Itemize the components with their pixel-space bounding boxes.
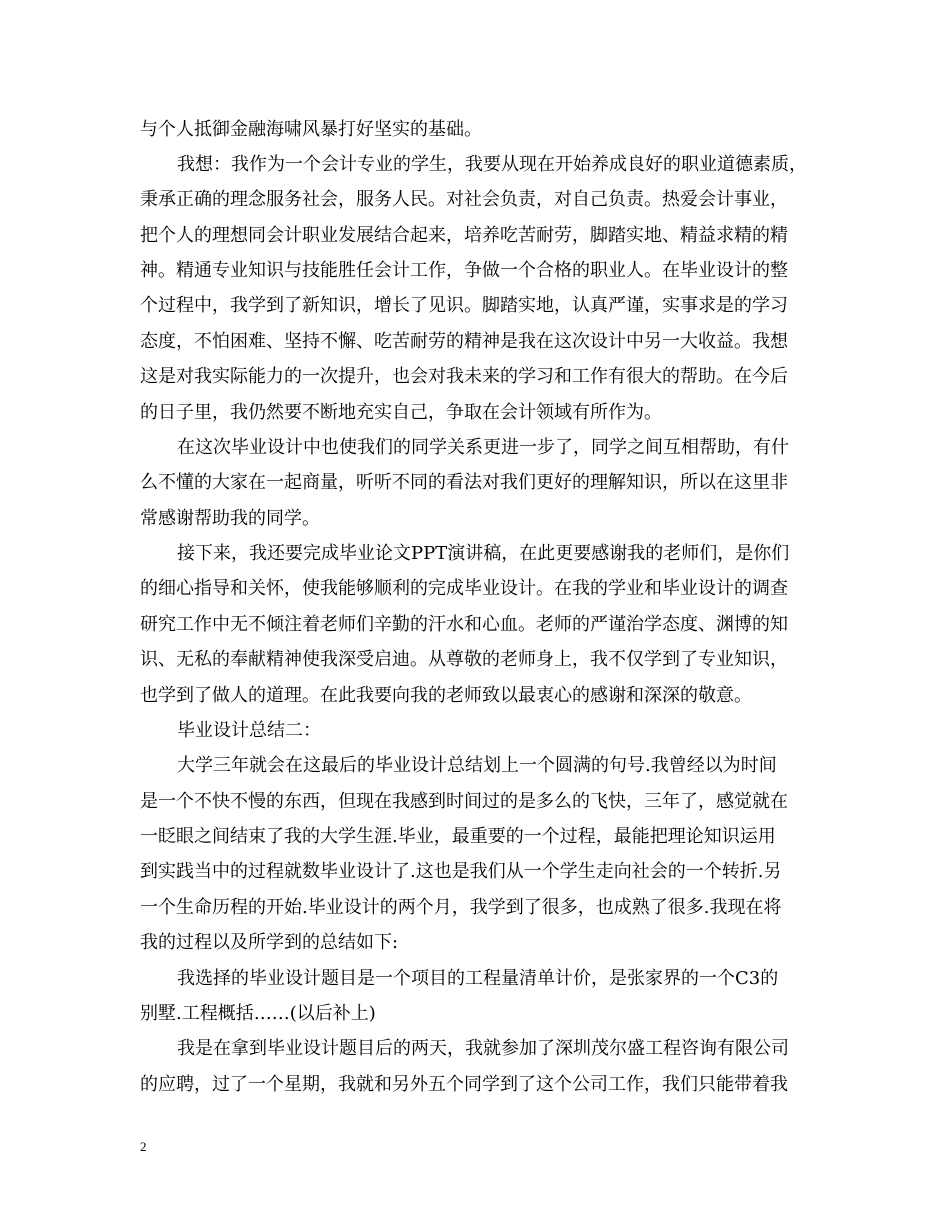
paragraph-start-line: 在这次毕业设计中也使我们的同学关系更进一步了，同学之间互相帮助，有什: [177, 437, 789, 458]
text-line: 是一个不快不慢的东西，但现在我感到时间过的是多么的飞快，三年了，感觉就在: [140, 791, 788, 812]
text-line: 一个生命历程的开始.毕业设计的两个月，我学到了很多，也成熟了很多.我现在将: [140, 897, 782, 918]
paragraph-start-line: 我想：我作为一个会计专业的学生，我要从现在开始养成良好的职业道德素质，: [177, 154, 807, 175]
text-line: 也学到了做人的道理。在此我要向我的老师致以最衷心的感谢和深深的敬意。: [140, 685, 752, 706]
text-line: 把个人的理想同会计职业发展结合起来，培养吃苦耐劳，脚踏实地、精益求精的精: [140, 225, 788, 246]
paragraph-start-line: 接下来，我还要完成毕业论文PPT演讲稿，在此更要感谢我的老师们，是你们: [177, 543, 790, 564]
text-line: 的应聘，过了一个星期，我就和另外五个同学到了这个公司工作，我们只能带着我: [140, 1074, 788, 1095]
page-number: 2: [140, 1139, 147, 1154]
text-line: 我的过程以及所学到的总结如下:: [140, 932, 399, 953]
paragraph-start-line: 我是在拿到毕业设计题目后的两天，我就参加了深圳茂尔盛工程咨询有限公司: [177, 1038, 789, 1059]
text-line: 态度，不怕困难、坚持不懈、吃苦耐劳的精神是我在这次设计中另一大收益。我想: [140, 331, 788, 352]
text-line: 到实践当中的过程就数毕业设计了.这也是我们从一个学生走向社会的一个转折.另: [140, 861, 782, 882]
text-line: 研究工作中无不倾注着老师们辛勤的汗水和心血。老师的严谨治学态度、渊博的知: [140, 614, 788, 635]
text-line: 的日子里，我仍然要不断地充实自己，争取在会计领域有所作为。: [140, 402, 662, 423]
text-line: 么不懂的大家在一起商量，听听不同的看法对我们更好的理解知识，所以在这里非: [140, 472, 788, 493]
text-line: 个过程中，我学到了新知识，增长了见识。脚踏实地，认真严谨，实事求是的学习: [140, 295, 788, 316]
text-line: 识、无私的奉献精神使我深受启迪。从尊敬的老师身上，我不仅学到了专业知识，: [140, 649, 788, 670]
text-line: 这是对我实际能力的一次提升，也会对我未来的学习和工作有很大的帮助。在今后: [140, 366, 788, 387]
text-line: 秉承正确的理念服务社会，服务人民。对社会负责，对自己负责。热爱会计事业，: [140, 189, 788, 210]
section-heading: 毕业设计总结二：: [177, 720, 321, 741]
text-line: 一眨眼之间结束了我的大学生涯.毕业，最重要的一个过程，最能把理论知识运用: [140, 826, 776, 847]
text-line: 神。精通专业知识与技能胜任会计工作，争做一个合格的职业人。在毕业设计的整: [140, 260, 788, 281]
text-line: 常感谢帮助我的同学。: [140, 508, 320, 529]
text-line: 与个人抵御金融海啸风暴打好坚实的基础。: [140, 119, 482, 140]
text-line: 的细心指导和关怀，使我能够顺利的完成毕业设计。在我的学业和毕业设计的调查: [140, 578, 788, 599]
paragraph-start-line: 我选择的毕业设计题目是一个项目的工程量清单计价，是张家界的一个C3的: [177, 968, 779, 989]
text-line: 别墅.工程概括……(以后补上): [140, 1003, 376, 1024]
paragraph-start-line: 大学三年就会在这最后的毕业设计总结划上一个圆满的句号.我曾经以为时间: [177, 755, 777, 776]
